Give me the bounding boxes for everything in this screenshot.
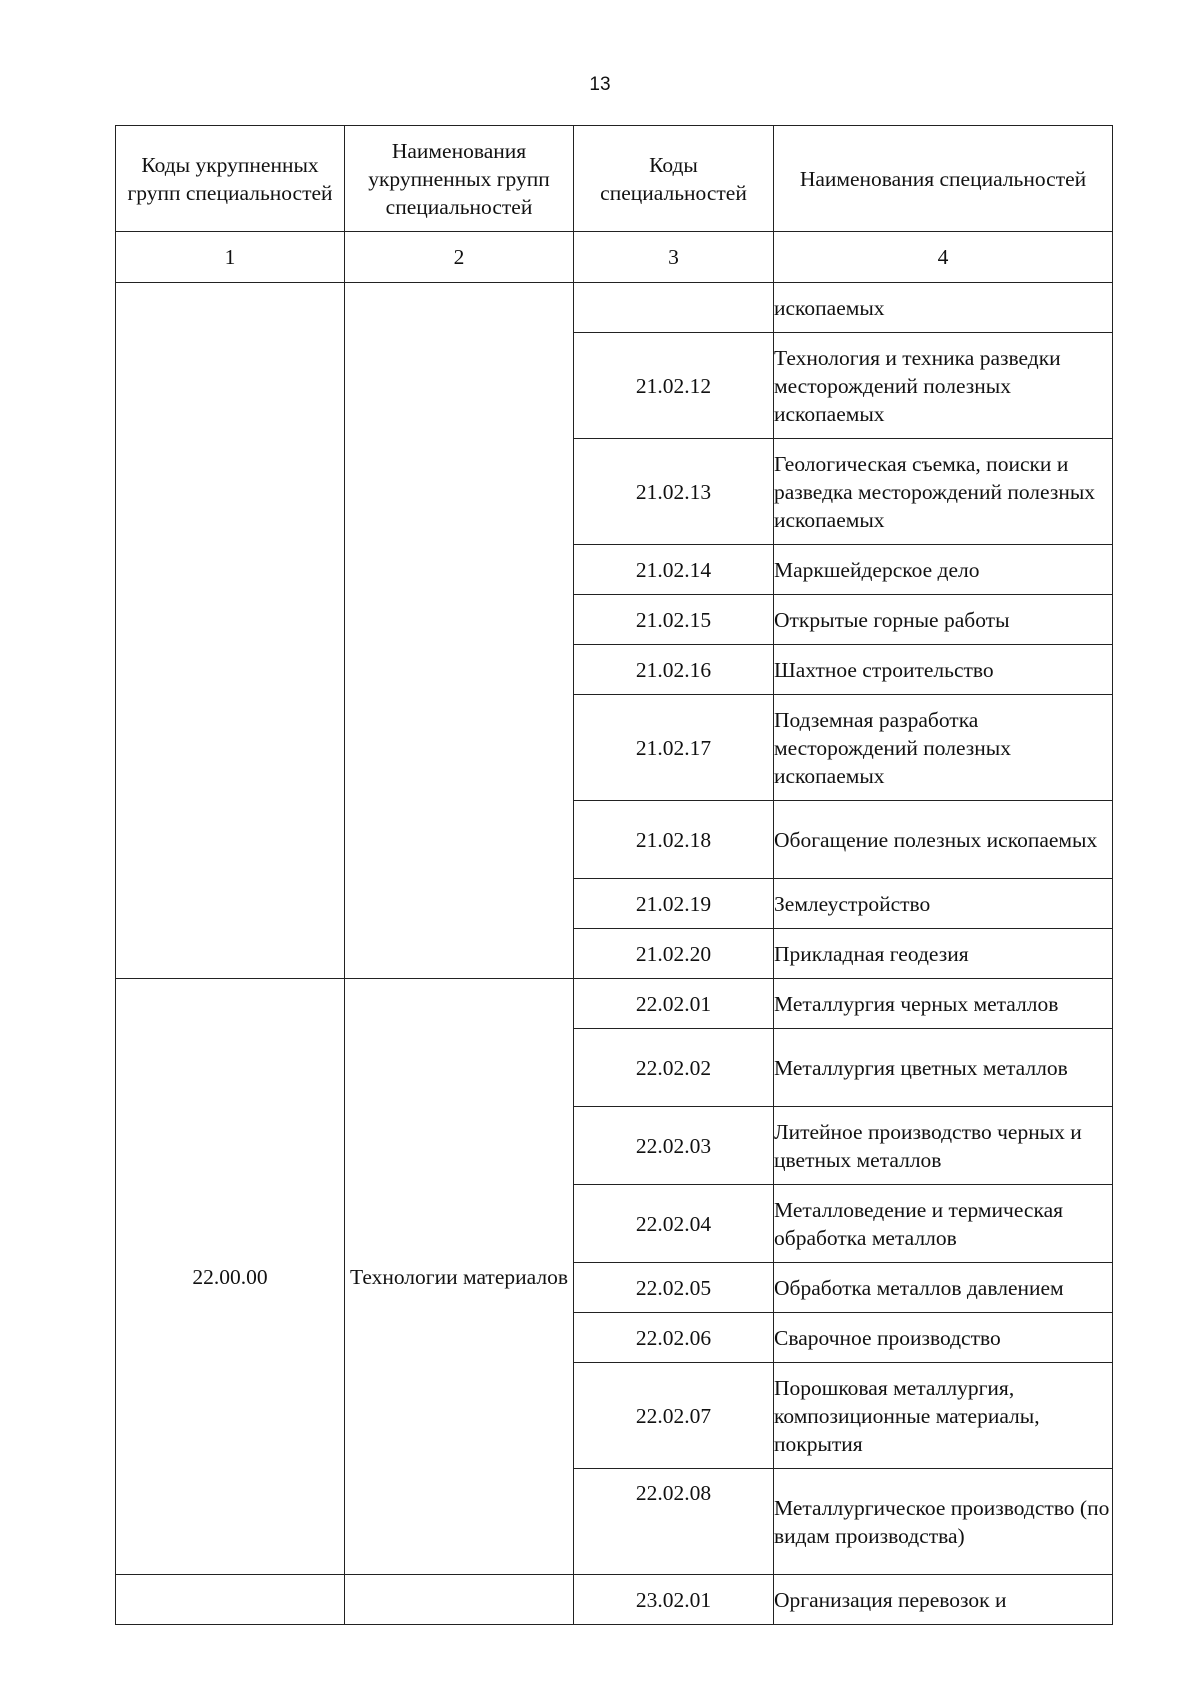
specialty-code: 22.02.07 xyxy=(574,1363,774,1469)
specialty-code: 21.02.13 xyxy=(574,439,774,545)
column-number: 1 xyxy=(116,232,345,283)
specialty-code: 22.02.08 xyxy=(574,1469,774,1575)
table-row xyxy=(116,979,1113,1029)
header-group-names: Наименования укрупненных групп специальностей xyxy=(345,126,574,232)
specialty-code: 22.02.05 xyxy=(574,1263,774,1313)
specialty-name: Обогащение полезных ископаемых xyxy=(774,801,1113,879)
specialty-name: ископаемых xyxy=(774,283,1113,333)
table-header-row xyxy=(116,126,1113,232)
specialty-name: Организация перевозок и xyxy=(774,1575,1113,1625)
group-name xyxy=(345,1575,574,1625)
specialty-code: 21.02.12 xyxy=(574,333,774,439)
group-name: Технологии материалов xyxy=(345,979,574,1575)
specialty-code: 21.02.16 xyxy=(574,645,774,695)
specialty-name: Открытые горные работы xyxy=(774,595,1113,645)
specialty-name: Обработка металлов давлением xyxy=(774,1263,1113,1313)
page-number: 13 xyxy=(589,74,611,95)
specialties-table xyxy=(115,125,1113,1625)
specialty-code: 22.02.01 xyxy=(574,979,774,1029)
specialty-name: Сварочное производство xyxy=(774,1313,1113,1363)
specialty-name: Прикладная геодезия xyxy=(774,929,1113,979)
specialty-name: Литейное производство черных и цветных металлов xyxy=(774,1107,1113,1185)
specialty-code: 21.02.17 xyxy=(574,695,774,801)
specialty-code xyxy=(574,283,774,333)
header-group-codes: Коды укрупненных групп специальностей xyxy=(116,126,345,232)
column-number: 3 xyxy=(574,232,774,283)
group-code: 22.00.00 xyxy=(116,979,345,1575)
specialty-name: Шахтное строительство xyxy=(774,645,1113,695)
specialty-code: 22.02.06 xyxy=(574,1313,774,1363)
column-number: 2 xyxy=(345,232,574,283)
group-code xyxy=(116,1575,345,1625)
specialty-code: 21.02.15 xyxy=(574,595,774,645)
specialty-code: 21.02.18 xyxy=(574,801,774,879)
specialty-code: 22.02.03 xyxy=(574,1107,774,1185)
header-specialty-names: Наименования специальностей xyxy=(774,126,1113,232)
specialty-name: Металлургическое производство (по видам производства) xyxy=(774,1469,1113,1575)
specialty-code: 22.02.04 xyxy=(574,1185,774,1263)
specialty-name: Геологическая съемка, поиски и разведка месторождений полезных ископаемых xyxy=(774,439,1113,545)
specialty-code: 21.02.20 xyxy=(574,929,774,979)
specialty-name: Маркшейдерское дело xyxy=(774,545,1113,595)
column-number: 4 xyxy=(774,232,1113,283)
specialty-name: Порошковая металлургия, композиционные материалы, покрытия xyxy=(774,1363,1113,1469)
specialty-name: Землеустройство xyxy=(774,879,1113,929)
column-number-row xyxy=(116,232,1113,283)
specialty-code: 21.02.19 xyxy=(574,879,774,929)
specialty-code: 21.02.14 xyxy=(574,545,774,595)
specialty-name: Подземная разработка месторождений полезных ископаемых xyxy=(774,695,1113,801)
specialty-name: Технология и техника разведки месторождений полезных ископаемых xyxy=(774,333,1113,439)
specialty-name: Металлургия цветных металлов xyxy=(774,1029,1113,1107)
specialty-code: 23.02.01 xyxy=(574,1575,774,1625)
table-row xyxy=(116,283,1113,333)
specialty-code: 22.02.02 xyxy=(574,1029,774,1107)
table-row xyxy=(116,1575,1113,1625)
header-specialty-codes: Коды специальностей xyxy=(574,126,774,232)
group-code xyxy=(116,283,345,979)
group-name xyxy=(345,283,574,979)
specialty-name: Металловедение и термическая обработка металлов xyxy=(774,1185,1113,1263)
specialty-name: Металлургия черных металлов xyxy=(774,979,1113,1029)
